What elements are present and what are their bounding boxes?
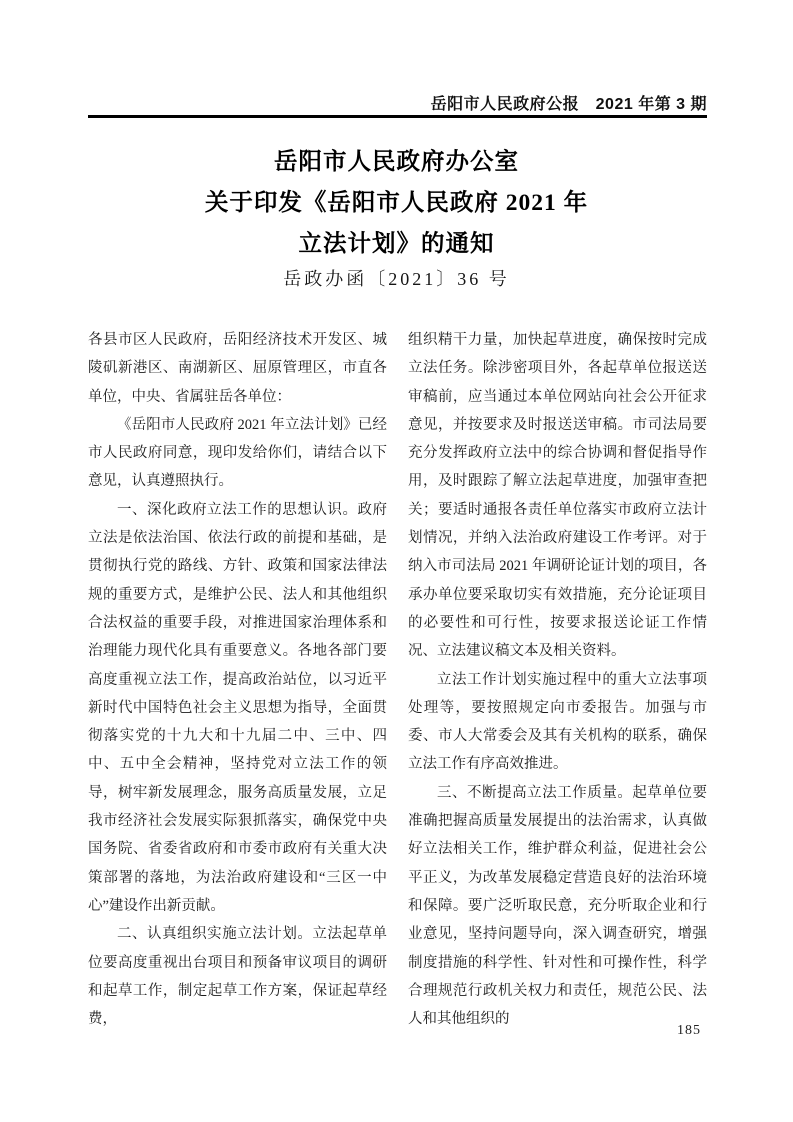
paragraph-intro: 《岳阳市人民政府 2021 年立法计划》已经市人民政府同意，现印发给你们，请结合以下意见，认真遵照执行。 [88,416,387,490]
running-head: 岳阳市人民政府公报 2021 年第 3 期 [430,96,707,113]
title-line-3: 立法计划》的通知 [298,231,495,257]
left-column [88,326,387,1033]
paragraph-major-matters: 立法工作计划实施过程中的重大立法事项处理等，要按照规定向市委报告。加强与市委、市人大常委会及其有关机构的联系，确保立法工作有序高效推进。 [408,671,707,773]
title-line-2: 关于印发《岳阳市人民政府 2021 年 [204,190,589,216]
right-column [408,326,707,1033]
paragraph-section-3: 三、不断提高立法工作质量。起草单位要准确把握高质量发展提出的法治需求，认真做好立法相关工作，维护群众利益，促进社会公平正义，为改革发展稳定营造良好的法治环境和保障。要广泛听取民意，充分听取企业和行业意见，坚持问题导向，深入调查研究，增强制度措施的科学性、针对性和可操作性，科学合理规范行政机关权力和责任，规范公民、法人和其他组织的 [408,784,707,1028]
paragraph-section-2-continued: 组织精干力量，加快起草进度，确保按时完成立法任务。除涉密项目外，各起草单位报送送审稿前，应当通过本单位网站向社会公开征求意见，并按要求及时报送送审稿。市司法局要充分发挥政府立法中的综合协调和督促指导作用，及时跟踪了解立法起草进度，加强审查把关；要适时通报各责任单位落实市政府立法计划情况，并纳入法治政府建设工作考评。对于纳入市司法局 2021 年调研论证计划的项目，各承办单位要采取切实有效措施，充分论证项目的必要性和可行性，按要求报送论证工作情况、立法建议稿文本及相关资料。 [408,332,707,660]
page-number: 185 [677,1023,701,1038]
document-title [0,142,793,265]
header-rule [88,115,707,118]
body-columns [88,326,707,1033]
paragraph-salutation: 各县市区人民政府，岳阳经济技术开发区、城陵矶新港区、南湖新区、屈原管理区，市直各单位，中央、省属驻岳各单位： [88,332,387,405]
paragraph-section-1: 一、深化政府立法工作的思想认识。政府立法是依法治国、依法行政的前提和基础，是贯彻执行党的路线、方针、政策和国家法律法规的重要方式，是维护公民、法人和其他组织合法权益的重要手段，对推进国家治理体系和治理能力现代化具有重要意义。各地各部门要高度重视立法工作，提高政治站位，以习近平新时代中国特色社会主义思想为指导，全面贯彻落实党的十九大和十九届二中、三中、四中、五中全会精神，坚持党对立法工作的领导，树牢新发展理念，服务高质量发展，立足我市经济社会发展实际狠抓落实，确保党中央国务院、省委省政府和市委市政府有关重大决策部署的落地，为法治政府建设和“三区一中心”建设作出新贡献。 [88,501,387,914]
paragraph-section-2: 二、认真组织实施立法计划。立法起草单位要高度重视出台项目和预备审议项目的调研和起草工作，制定起草工作方案，保证起草经费， [88,926,387,1028]
document-number: 岳政办函〔2021〕36 号 [283,269,510,289]
title-line-1: 岳阳市人民政府办公室 [274,149,519,175]
